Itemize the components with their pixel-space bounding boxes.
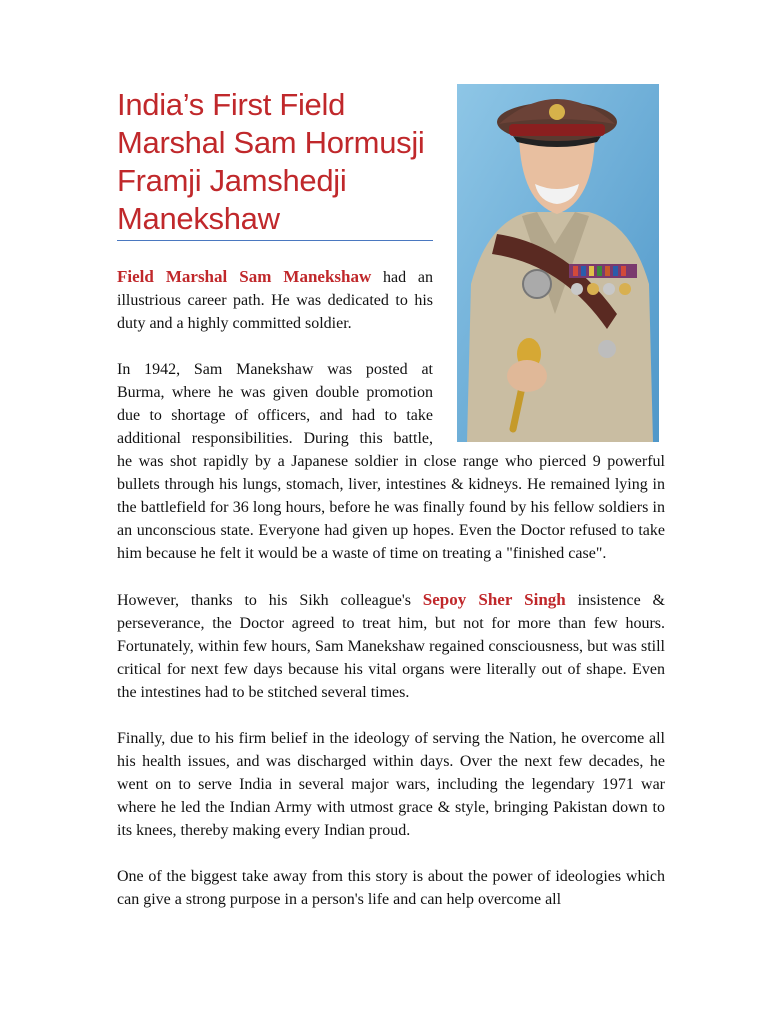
subject-name: Field Marshal Sam Manekshaw: [117, 267, 372, 286]
career-paragraph: Finally, due to his firm belief in the ideology of serving the Nation, he overcome all his health issues, and was discharged within days. Over the next few decades, he went on to serve India in several major wars, including the legendary 1971 war where he led the Indian Army with utmost grace & style, bringing Pakistan down to its knees, thereby making every Indian proud.: [117, 730, 665, 839]
title-underline: [117, 240, 433, 241]
para2-line3: due to shortage of officers, and had to take: [117, 407, 433, 424]
para2-line2: Burma, where he was given double promotion: [117, 384, 433, 401]
para2-line4: additional responsibilities. During this battle,: [117, 430, 433, 447]
burma-paragraph-rest: he was shot rapidly by a Japanese soldier in close range who pierced 9 powerful bullets through his lungs, stomach, liver, intestines & kidneys. He remained lying in the battlefield for 36 long hours, before he was finally found by his fellow soldiers in an unconscious state. Everyone had given up hopes. Even the Doctor refused to take him because he felt it would be a waste of time on treating a "finished case".: [117, 453, 665, 562]
colleague-paragraph: [117, 588, 665, 704]
burma-paragraph-head: [117, 358, 433, 450]
intro-paragraph: [117, 265, 433, 335]
intro-line1-rest: had an: [371, 269, 433, 286]
article-body: [117, 265, 665, 911]
para3-after: insistence & perseverance, the Doctor agreed to treat him, but not for more than few hours. Fortunately, within few hours, Sam Manekshaw regained consciousness, but was still critical for next few days because his vital organs were literally out of shape. Even the intestines had to be stitched several times.: [117, 592, 666, 701]
para3-before: However, thanks to his Sikh colleague's: [117, 592, 423, 609]
para2-line1: In 1942, Sam Manekshaw was posted at: [117, 361, 433, 378]
takeaway-paragraph: One of the biggest take away from this story is about the power of ideologies which can give a strong purpose in a person's life and can help overcome all: [117, 868, 665, 908]
page-title: India’s First Field Marshal Sam Hormusji Framji Jamshedji Manekshaw: [117, 87, 425, 236]
intro-rest: illustrious career path. He was dedicated to his duty and a highly committed soldier.: [117, 292, 433, 332]
colleague-name: Sepoy Sher Singh: [422, 590, 566, 609]
